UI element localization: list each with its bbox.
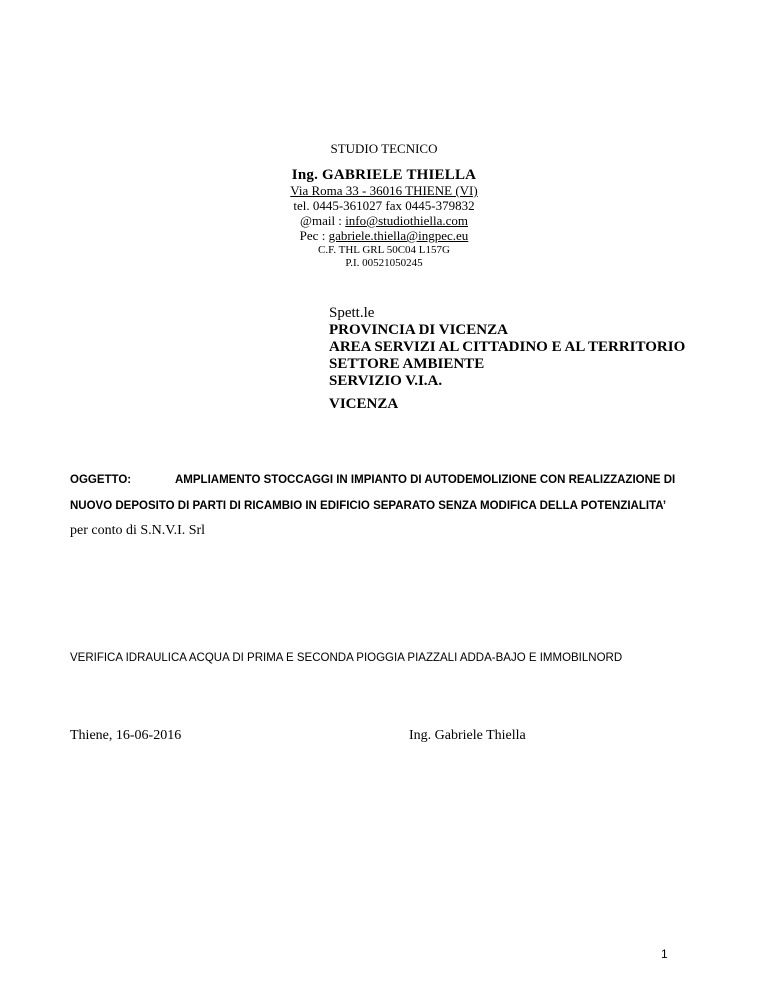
engineer-name: Ing. GABRIELE THIELLA xyxy=(291,167,477,183)
signature: Ing. Gabriele Thiella xyxy=(409,728,526,743)
phone-fax: tel. 0445-361027 fax 0445-379832 xyxy=(293,198,475,213)
recipient-salutation: Spett.le xyxy=(329,305,375,321)
recipient-line-2: AREA SERVIZI AL CITTADINO E AL TERRITORIO xyxy=(329,339,686,355)
address: Via Roma 33 - 36016 THIENE (VI) xyxy=(290,183,478,198)
subject-line-1: AMPLIAMENTO STOCCAGGI IN IMPIANTO DI AUTODEMOLIZIONE CON REALIZZAZIONE DI xyxy=(175,474,676,486)
place-date: Thiene, 16-06-2016 xyxy=(70,728,182,743)
fiscal-code: C.F. THL GRL 50C04 L157G xyxy=(318,244,450,256)
email-line xyxy=(0,213,768,228)
recipient-city: VICENZA xyxy=(329,396,399,412)
page-number: 1 xyxy=(661,947,668,961)
email-link[interactable]: info@studiothiella.com xyxy=(345,213,469,228)
recipient-line-3: SETTORE AMBIENTE xyxy=(329,356,485,372)
pec-link[interactable]: gabriele.thiella@ingpec.eu xyxy=(328,228,469,243)
subject-line-2: NUOVO DEPOSITO DI PARTI DI RICAMBIO IN EDIFICIO SEPARATO SENZA MODIFICA DELLA POTENZIALITA’ xyxy=(70,500,667,512)
subject-label: OGGETTO: xyxy=(70,474,132,486)
client-line: per conto di S.N.V.I. Srl xyxy=(70,523,206,538)
studio-label: STUDIO TECNICO xyxy=(330,141,438,156)
vat-number: P.I. 00521050245 xyxy=(345,257,423,269)
email-label: @mail : xyxy=(299,213,346,228)
recipient-line-4: SERVIZIO V.I.A. xyxy=(329,373,443,389)
pec-label: Pec : xyxy=(299,228,329,243)
recipient-line-1: PROVINCIA DI VICENZA xyxy=(329,322,508,338)
report-title: VERIFICA IDRAULICA ACQUA DI PRIMA E SECONDA PIOGGIA PIAZZALI ADDA-BAJO E IMMOBILNORD xyxy=(70,652,623,664)
pec-line xyxy=(0,228,768,243)
